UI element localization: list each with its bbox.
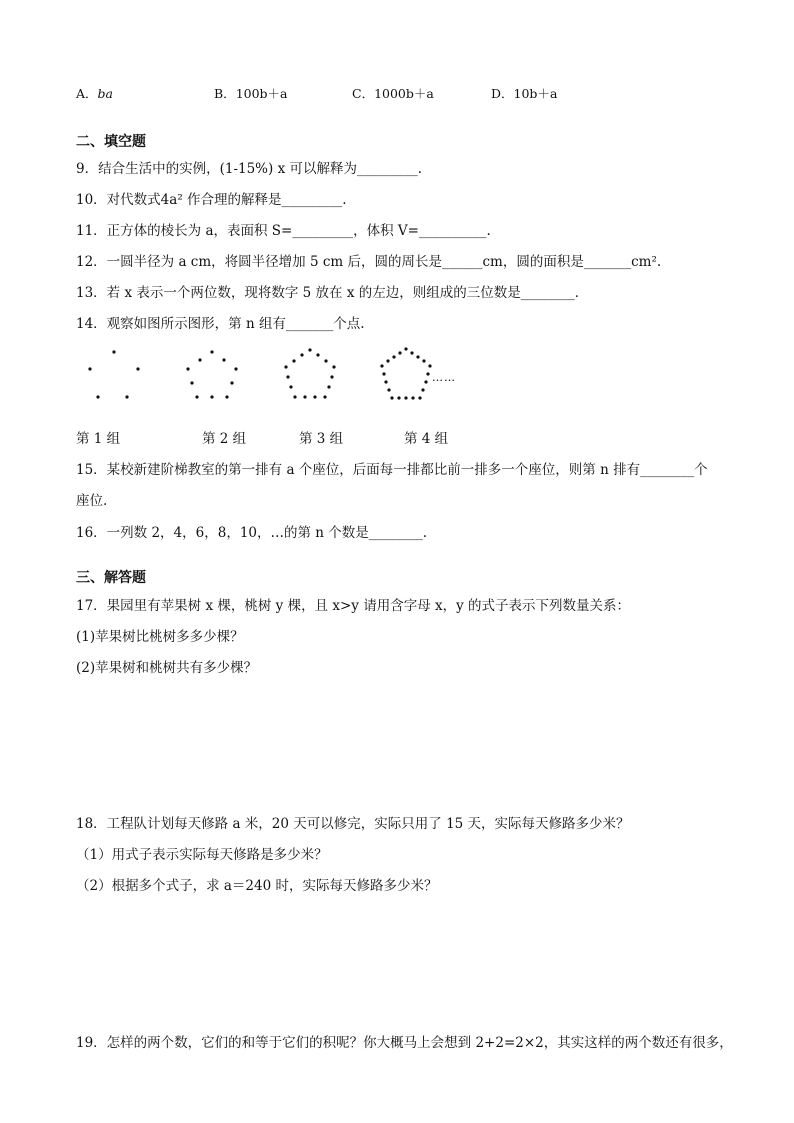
caption-group-4: 第 4 组	[404, 431, 449, 447]
caption-group-3: 第 3 组	[299, 431, 344, 447]
section-fill-blank-title: 二、填空题	[76, 134, 146, 150]
question-12: 12．一圆半径为 a cm，将圆半径增加 5 cm 后，圆的周长是______cm，圆的面积是_______cm².	[76, 254, 662, 270]
dot-group-2	[186, 350, 237, 398]
option-c-label: C．	[352, 86, 375, 101]
question-14: 14．观察如图所示图形，第 n 组有_______个点.	[76, 316, 365, 332]
caption-group-1: 第 1 组	[76, 431, 121, 447]
question-9: 9．结合生活中的实例，(1-15%) x 可以解释为_________.	[76, 161, 423, 177]
option-d	[491, 84, 557, 102]
option-c-expr: 1000b＋a	[374, 86, 434, 101]
question-15-line-2: 座位.	[76, 493, 108, 509]
option-b-label: B．	[214, 86, 236, 101]
question-11: 11．正方体的棱长为 a，表面积 S=_________，体积 V=__________.	[76, 223, 491, 239]
question-18: 18．工程队计划每天修路 a 米，20 天可以修完，实际只用了 15 天，实际每天修路多少米？	[76, 816, 630, 832]
dot-pattern-figure	[70, 340, 490, 410]
option-a	[76, 84, 113, 102]
option-b-expr: 100b＋a	[235, 86, 288, 101]
question-17-part-1: (1)苹果树比桃树多多少棵？	[76, 629, 244, 645]
question-19: 19．怎样的两个数，它们的和等于它们的积呢？你大概马上会想到 2+2=2×2，其实这样的两个数还有很多，	[76, 1035, 733, 1051]
question-18-part-1: （1）用式子表示实际每天修路是多少米？	[76, 847, 328, 863]
question-13: 13．若 x 表示一个两位数，现将数字 5 放在 x 的左边，则组成的三位数是________．	[76, 285, 589, 301]
question-10: 10．对代数式4a² 作合理的解释是_________.	[76, 192, 347, 208]
question-18-part-2: （2）根据多个式子，求 a＝240 时，实际每天修路多少米？	[76, 878, 438, 894]
question-16: 16．一列数 2，4，6，8，10，…的第 n 个数是________.	[76, 525, 428, 541]
dot-group-1	[88, 350, 139, 398]
dot-group-4	[380, 347, 431, 399]
dot-group-3	[284, 348, 335, 398]
figure-ellipsis: ……	[432, 371, 456, 384]
question-15-line-1: 15．某校新建阶梯教室的第一排有 a 个座位，后面每一排都比前一排多一个座位，则第 n 排有________个	[76, 462, 708, 478]
question-17: 17．果园里有苹果树 x 棵，桃树 y 棵，且 x>y 请用含字母 x，y 的式子表示下列数量关系：	[76, 598, 631, 614]
option-c	[352, 84, 434, 102]
question-17-part-2: (2)苹果树和桃树共有多少棵？	[76, 660, 258, 676]
section-solve-title: 三、解答题	[76, 570, 146, 586]
option-a-expr: ba	[97, 86, 113, 101]
caption-group-2: 第 2 组	[202, 431, 247, 447]
option-d-expr: 10b＋a	[513, 86, 558, 101]
option-a-label: A．	[76, 86, 98, 101]
option-b	[214, 84, 288, 102]
option-d-label: D．	[491, 86, 514, 101]
